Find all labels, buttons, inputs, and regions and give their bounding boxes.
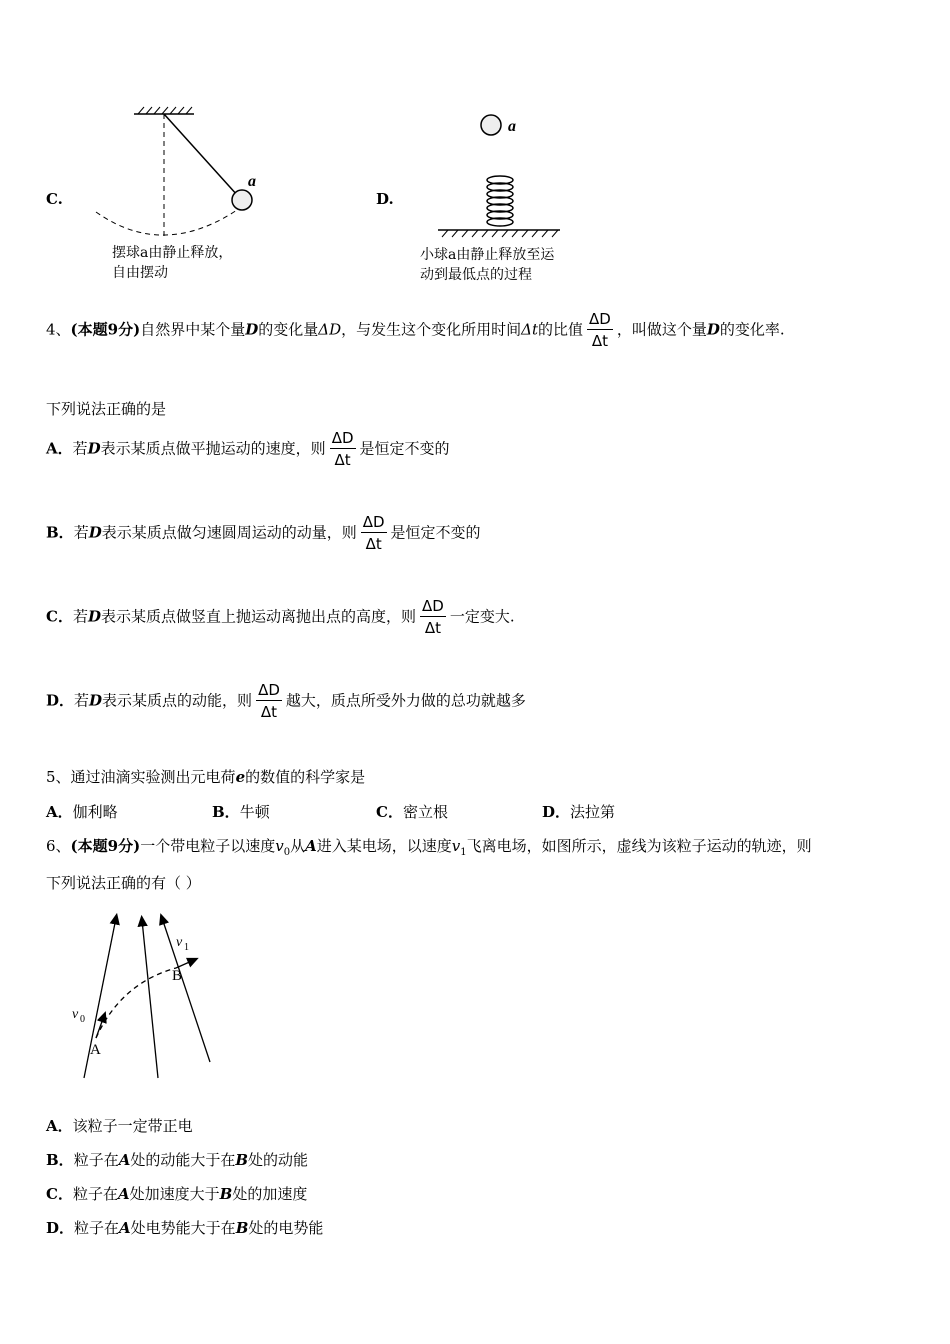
electric-field-diagram <box>66 908 226 1088</box>
q3-option-d-label: D. <box>376 190 394 208</box>
q6-option-c[interactable]: C．粒子在A处加速度大于B处的加速度 <box>46 1185 308 1203</box>
spring-ball-label: a <box>508 118 516 135</box>
spring-diagram <box>430 108 570 238</box>
q4-option-c[interactable]: C．若D表示某质点做竖直上抛运动离抛出点的高度，则 $\frac{\Delta D}{\Delta t}$ 一定变大. <box>46 597 515 637</box>
fraction-dd-dt: $\frac{\Delta D}{\Delta t}$ <box>331 429 354 469</box>
q5-option-c[interactable]: C．密立根 <box>376 803 448 821</box>
fraction-dd-dt: $\frac{\Delta D}{\Delta t}$ <box>362 513 385 553</box>
pendulum-caption-2: 自由摆动 <box>112 265 168 281</box>
q6-stem-line1: 6、(本题9分)一个带电粒子以速度$v_0$从A进入某电场，以速度$v_1$飞离电场，如图所示，虚线为该粒子运动的轨迹，则 <box>46 837 812 858</box>
v1-label: v <box>176 935 183 950</box>
v1-sub: 1 <box>184 942 189 953</box>
fraction-dd-dt: $\frac{\Delta D}{\Delta t}$ <box>258 681 280 721</box>
q3-option-c-label: C. <box>46 190 63 208</box>
q5-stem: 5、通过油滴实验测出元电荷e的数值的科学家是 <box>46 768 366 786</box>
pendulum-caption-1: 摆球a由静止释放， <box>112 245 233 261</box>
q5-option-b[interactable]: B．牛顿 <box>212 803 270 821</box>
q6-score: (本题9分) <box>70 837 141 855</box>
q5-option-a[interactable]: A．伽利略 <box>46 803 118 821</box>
pendulum-ball-label: a <box>248 173 256 190</box>
fraction-dd-dt: $\frac{\Delta D}{\Delta t}$ <box>422 597 444 637</box>
pendulum-diagram <box>90 100 280 240</box>
q4-score: (本题9分) <box>70 320 141 339</box>
q6-option-d[interactable]: D．粒子在A处电势能大于在B处的电势能 <box>46 1219 324 1237</box>
q5-option-d[interactable]: D．法拉第 <box>542 803 616 821</box>
q6-option-b[interactable]: B．粒子在A处的动能大于在B处的动能 <box>46 1151 309 1169</box>
q6-option-a[interactable]: A．该粒子一定带正电 <box>46 1117 193 1135</box>
q4-option-a[interactable]: A．若D表示某质点做平抛运动的速度，则 $\frac{\Delta D}{\Delta t}$ 是恒定不变的 <box>46 429 450 469</box>
q6-stem-line2: 下列说法正确的有（ ） <box>46 874 201 892</box>
q4-option-b[interactable]: B．若D表示某质点做匀速圆周运动的动量，则 $\frac{\Delta D}{\Delta t}$ 是恒定不变的 <box>46 513 481 553</box>
q4-option-d[interactable]: D．若D表示某质点的动能，则 $\frac{\Delta D}{\Delta t}$ 越大，质点所受外力做的总功就越多 <box>46 681 526 721</box>
q4-stem: 4、(本题9分)自然界中某个量D的变化量ΔD，与发生这个变化所用时间Δt的比值 $\frac{\Delta D}{\Delta t}$ ，叫做这个量D的变化率. <box>46 310 785 350</box>
fraction-dd-dt: $\frac{\Delta D}{\Delta t}$ <box>589 310 611 350</box>
point-b-label: B <box>172 968 183 984</box>
v0-label: v <box>72 1007 79 1022</box>
spring-caption-2: 动到最低点的过程 <box>420 267 532 283</box>
q4-prompt: 下列说法正确的是 <box>46 400 167 418</box>
spring-caption-1: 小球a由静止释放至运 <box>420 247 555 263</box>
point-a-label: A <box>90 1042 101 1058</box>
v0-sub: 0 <box>80 1014 85 1025</box>
